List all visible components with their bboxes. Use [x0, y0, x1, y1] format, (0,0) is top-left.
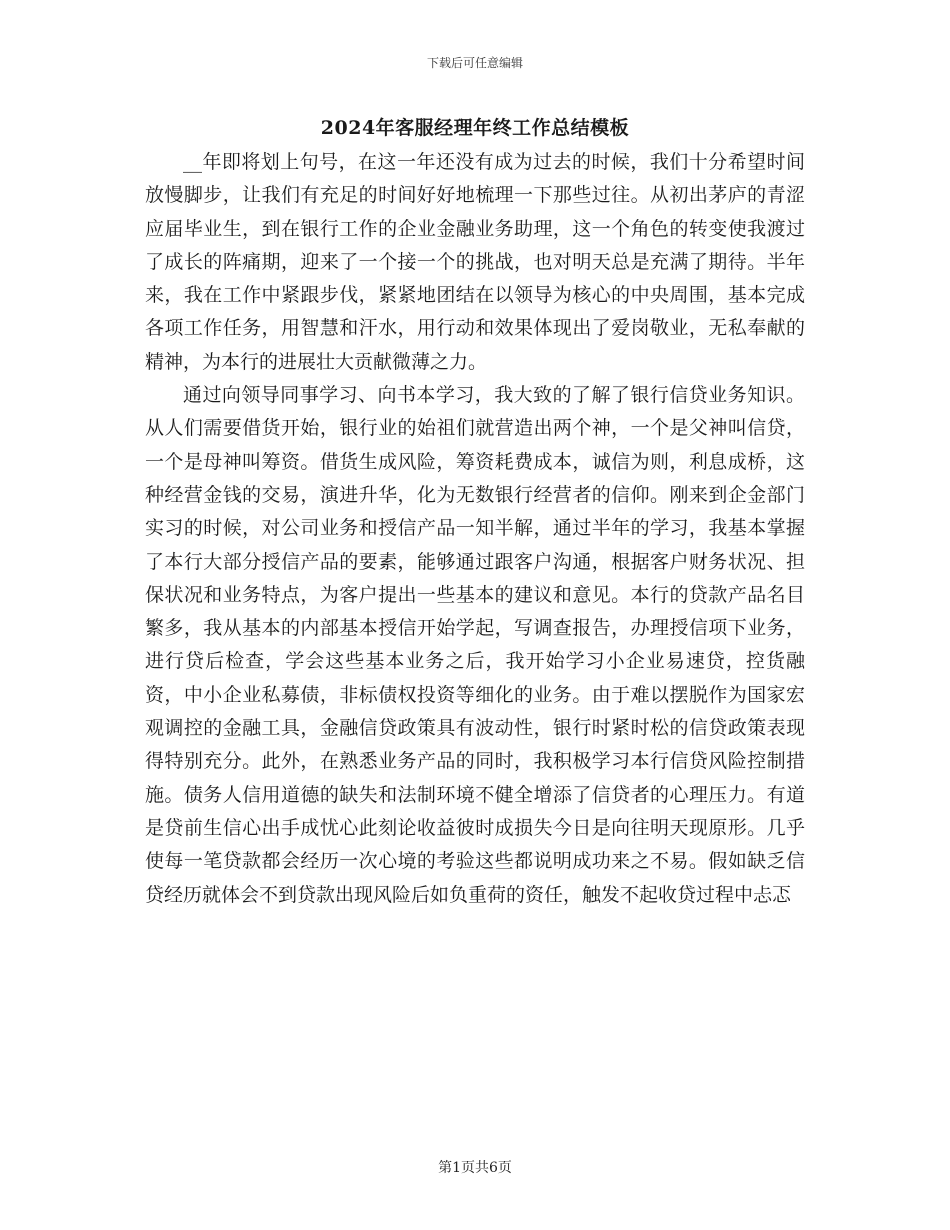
paragraph: 通过向领导同事学习、向书本学习，我大致的了解了银行信贷业务知识。从人们需要借货开始，银行业的始祖们就营造出两个神，一个是父神叫信贷，一个是母神叫筹资。借货生成风险，筹资耗费成本，诚信为则，利息成桥，这种经营金钱的交易，演进升华，化为无数银行经营者的信仰。刚来到企金部门实习的时候，对公司业务和授信产品一知半解，通过半年的学习，我基本掌握了本行大部分授信产品的要素，能够通过跟客户沟通，根据客户财务状况、担保状况和业务特点，为客户提出一些基本的建议和意见。本行的贷款产品名目繁多，我从基本的内部基本授信开始学起，写调查报告，办理授信项下业务，进行贷后检查，学会这些基本业务之后，我开始学习小企业易速贷，控货融资，中小企业私募债，非标债权投资等细化的业务。由于难以摆脱作为国家宏观调控的金融工具，金融信贷政策具有波动性，银行时紧时松的信贷政策表现得特别充分。此外，在熟悉业务产品的同时，我积极学习本行信贷风险控制措施。债务人信用道德的缺失和法制环境不健全增添了信贷者的心理压力。有道是贷前生信心出手成忧心此刻论收益彼时成损失今日是向往明天现原形。几乎使每一笔贷款都会经历一次心境的考验这些都说明成功来之不易。假如缺乏信贷经历就体会不到贷款出现风险后如负重荷的资任，触发不起收贷过程中忐忑: [145, 384, 805, 906]
page-number: 第1页共6页: [438, 1160, 512, 1176]
paragraph: __年即将划上句号，在这一年还没有成为过去的时候，我们十分希望时间放慢脚步，让我们有充足的时间好好地梳理一下那些过往。从初出茅庐的青涩应届毕业生，到在银行工作的企业金融业务助理，这一个角色的转变使我渡过了成长的阵痛期，迎来了一个接一个的挑战，也对明天总是充满了期待。半年来，我在工作中紧跟步伐，紧紧地团结在以领导为核心的中央周围，基本完成各项工作任务，用智慧和汗水，用行动和效果体现出了爱岗敬业，无私奉献的精神，为本行的进展壮大贡献微薄之力。: [145, 151, 805, 373]
document-body: [145, 146, 805, 912]
header-note: 下载后可任意编辑: [426, 56, 523, 70]
document-title: 2024年客服经理年终工作总结模板: [320, 117, 630, 139]
